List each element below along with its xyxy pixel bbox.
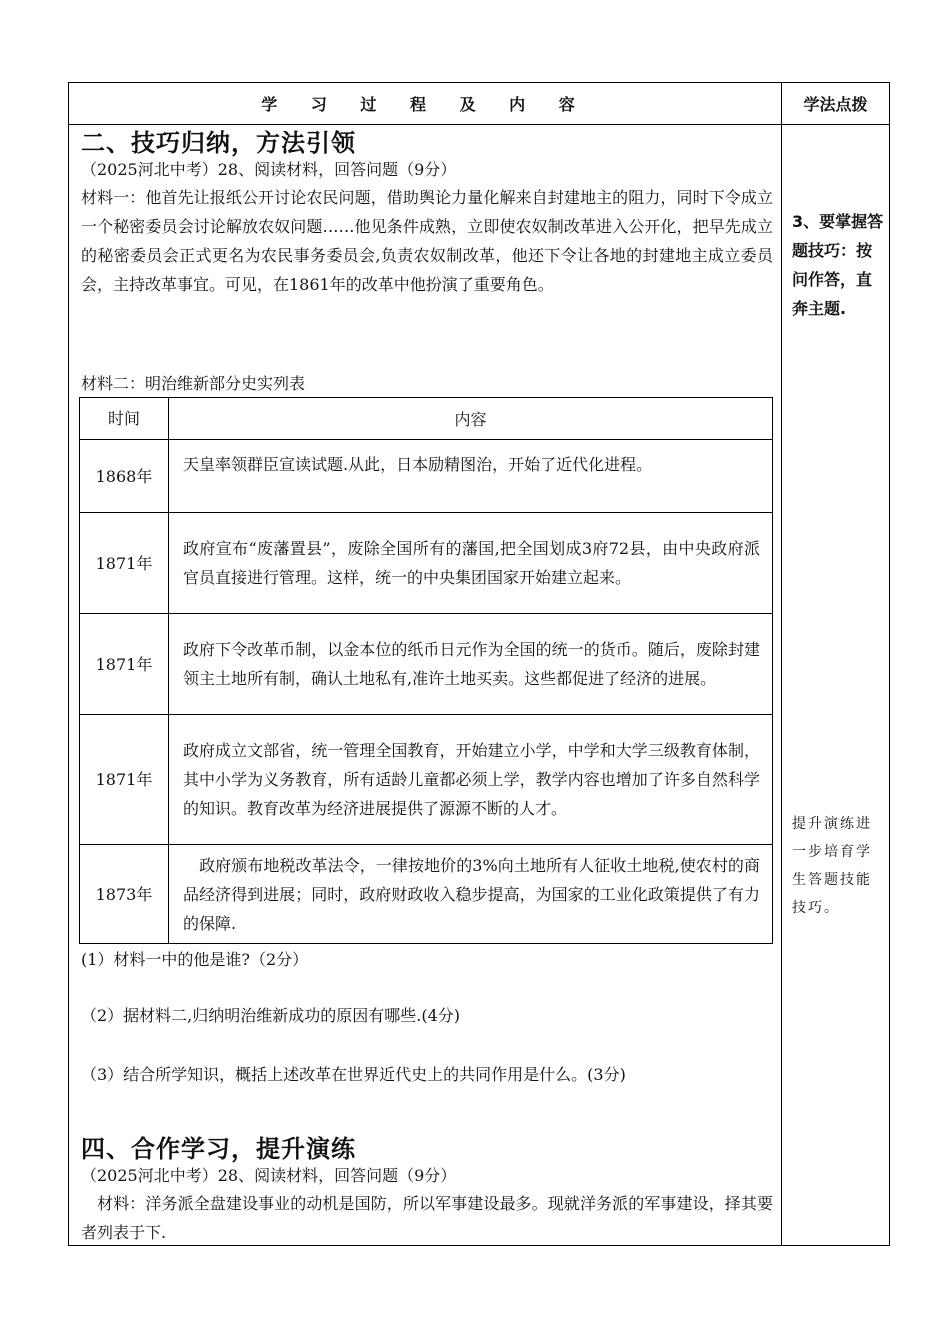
row-year: 1871年 xyxy=(80,614,169,715)
worksheet-table xyxy=(68,82,890,1246)
meiji-reform-table xyxy=(79,397,773,944)
table-row xyxy=(80,513,773,614)
row-content: 政府颁布地税改革法令，一律按地价的3%向土地所有人征收土地税,使农村的商品经济得到进展；同时，政府财政收入稳步提高，为国家的工业化政策提供了有力的保障. xyxy=(169,845,773,944)
section2-source: （2025河北中考）28、阅读材料，回答问题（9分） xyxy=(81,160,457,179)
question-2: （2）据材料二,归纳明治维新成功的原因有哪些.(4分) xyxy=(81,1006,461,1025)
header-time: 时间 xyxy=(80,398,169,440)
row-content: 政府下令改革币制，以金本位的纸币日元作为全国的统一的货币。随后，废除封建领主土地所有制，确认土地私有,准许土地买卖。这些都促进了经济的进展。 xyxy=(169,614,773,715)
row-year: 1871年 xyxy=(80,715,169,845)
side-column-header: 学法点拨 xyxy=(782,83,889,125)
row-content: 政府宣布“废藩置县”，废除全国所有的藩国,把全国划成3府72县，由中央政府派官员直接进行管理。这样，统一的中央集团国家开始建立起来。 xyxy=(169,513,773,614)
table-row xyxy=(80,715,773,845)
practice-tip: 提升演练进一步培育学生答题技能技巧。 xyxy=(792,816,872,916)
material2-title: 材料二：明治维新部分史实列表 xyxy=(81,374,306,393)
main-content xyxy=(69,125,782,1245)
section4-source: （2025河北中考）28、阅读材料，回答问题（9分） xyxy=(81,1166,457,1185)
question-1: (1）材料一中的他是谁?（2分） xyxy=(81,950,309,969)
question-3: （3）结合所学知识，概括上述改革在世界近代史上的共同作用是什么。(3分) xyxy=(81,1065,626,1084)
answer-skill-tip: 3、要掌握答题技巧：按问作答，直奔主题. xyxy=(792,212,884,318)
table-header-row xyxy=(80,398,773,440)
study-tips-column xyxy=(782,125,889,1245)
row-year: 1871年 xyxy=(80,513,169,614)
section4-heading: 四、合作学习，提升演练 xyxy=(81,1135,356,1163)
row-content: 天皇率领群臣宣读试题.从此，日本励精图治，开始了近代化进程。 xyxy=(169,440,773,513)
table-row xyxy=(80,440,773,513)
section2-heading: 二、技巧归纳，方法引领 xyxy=(81,129,356,157)
main-column-header: 学 习 过 程 及 内 容 xyxy=(69,83,782,125)
header-content: 内容 xyxy=(169,398,773,440)
row-content: 政府成立文部省，统一管理全国教育，开始建立小学，中学和大学三级教育体制，其中小学为义务教育，所有适龄儿童都必须上学，教学内容也增加了许多自然科学的知识。教育改革为经济进展提供了源源不断的人才。 xyxy=(169,715,773,845)
table-row xyxy=(80,845,773,944)
material1-text: 材料一：他首先让报纸公开讨论农民问题，借助舆论力量化解来自封建地主的阻力，同时下令成立一个秘密委员会讨论解放农奴问题……他见条件成熟，立即使农奴制改革进入公开化，把早先成立的秘密委员会正式更名为农民事务委员会,负责农奴制改革，他还下令让各地的封建地主成立委员会，主持改革事宜。可见，在1861年的改革中他扮演了重要角色。 xyxy=(81,188,773,294)
section4-material: 材料：洋务派全盘建设事业的动机是国防，所以军事建设最多。现就洋务派的军事建设，择其要者列表于下. xyxy=(81,1194,773,1242)
table-row xyxy=(80,614,773,715)
row-year: 1868年 xyxy=(80,440,169,513)
row-year: 1873年 xyxy=(80,845,169,944)
